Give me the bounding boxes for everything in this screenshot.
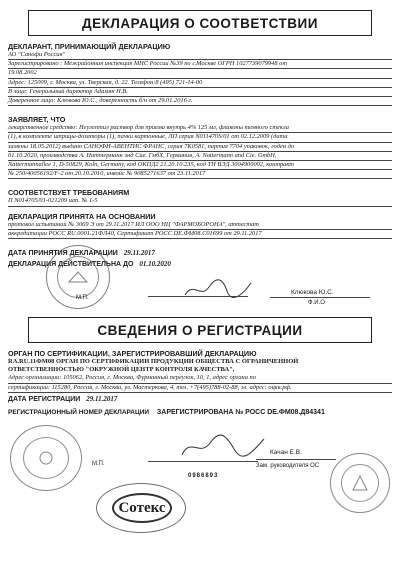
org-line: ОТВЕТСТВЕННОСТЬЮ "ОКРУЖНОЙ ЦЕНТР КОНТРОЛЯ КАЧЕСТВА", <box>8 366 235 374</box>
address-line: Адрес: 125009, г. Москва, ул. Тверская, д. 22. Телефон:8 (495) 721-14-00 <box>8 79 392 88</box>
right-stamp-inner <box>341 464 379 502</box>
valid-until-value: 01.10.2020 <box>139 260 171 269</box>
registration-signature-block <box>8 409 392 531</box>
declarant-heading: ДЕКЛАРАНТ, ПРИНИМАЮЩИЙ ДЕКЛАРАЦИЮ <box>8 42 171 51</box>
declaration-title: ДЕКЛАРАЦИЯ О СООТВЕТСТВИИ <box>28 10 372 36</box>
head-signature-line <box>148 461 258 462</box>
product-line: замены 18.05.2012) выдано САНОФИ-АВЕНТИС ФРАНС, серия 7К0581, партия 7704 упаковок, годен до <box>8 143 392 152</box>
product-line: лекарственное средство: Неулептил раствор для приема внутрь 4% 125 мл, флаконы темного стекла <box>8 124 392 133</box>
certification-emblem-icon <box>34 450 58 466</box>
certification-stamp-inner <box>23 437 69 479</box>
registration-title: СВЕДЕНИЯ О РЕГИСТРАЦИИ <box>28 317 372 343</box>
signer-name: Клюкова Ю.С. <box>291 289 334 297</box>
org-line: RA.RU.11ФМ08 ОРГАН ПО СЕРТИФИКАЦИИ ПРОДУКЦИИ ОБЩЕСТВА С ОГРАНИЧЕННОЙ <box>8 358 299 366</box>
stamp-emblem-icon <box>67 270 89 284</box>
signature-line <box>148 296 248 297</box>
claims-heading: ЗАЯВЛЯЕТ, ЧТО <box>8 115 66 125</box>
registration-number-row <box>8 409 325 416</box>
org-address-line: сертификации: 115280, Россия, г. Москва, ул. Мастеркова, 4, тел. +7(495)788-02-88, эл. адрес: оцкк.рф. <box>8 384 392 393</box>
certification-stamp <box>10 425 82 491</box>
trust-line: Доверенное лицо: Клюкова Ю.С., доверенность б/н от 29.01.2016 г. <box>8 97 392 106</box>
serial-number: 0986893 <box>188 473 219 480</box>
registration-date-row <box>8 395 392 403</box>
basis-line: аккредитации РОСС RU.0001.21ФЛ40, Сертификат РОСС DE.ФМ08.С01699 от 29.11.2017 <box>8 230 392 239</box>
head-name-line <box>256 459 336 460</box>
product-line: Nattermannallee 1, D-50829, Koln, Germany, код ОКПД2 21.20.10.235, код ТН ВЭД 3004900002, контракт <box>8 161 392 170</box>
right-stamp-emblem-icon <box>351 474 369 492</box>
requirements-heading: СООТВЕТСТВУЕТ ТРЕБОВАНИЯМ <box>8 188 130 198</box>
org-address-line: Адрес организации: 105062, Россия, г. Москва, Фурманный переулок, 10, 1, адрес органа по <box>8 374 392 383</box>
registration-number-label: РЕГИСТРАЦИОННЫЙ НОМЕР ДЕКЛАРАЦИИ <box>8 409 150 417</box>
basis-heading: ДЕКЛАРАЦИЯ ПРИНЯТА НА ОСНОВАНИИ <box>8 211 156 221</box>
signer-name-line <box>270 297 370 298</box>
date-accepted-value: 29.11.2017 <box>123 249 155 258</box>
fio-caption: Ф.И.О <box>308 300 325 307</box>
date-accepted-label: ДАТА ПРИНЯТИЯ ДЕКЛАРАЦИИ <box>8 250 118 258</box>
declarant-name: АО "Санофи Россия" <box>8 51 392 60</box>
registration-date-value: 29.11.2017 <box>86 394 118 403</box>
valid-until-label: ДЕКЛАРАЦИЯ ДЕЙСТВИТЕЛЬНА ДО <box>8 261 134 269</box>
registration-line-2: 19.08.2002 <box>8 69 392 78</box>
head-name: Качан Е.В. <box>270 449 302 457</box>
basis-line: протокол испытаний № 3069 Э от 29.11.2017 ИЛ ООО НЦ "ФАРМОБОРОНА", аттестат <box>8 221 392 230</box>
head-signature-icon <box>178 431 268 461</box>
registration-number-value: ЗАРЕГИСТРИРОВАНА № РОСС DE.ФМ08.Д84341 <box>156 409 325 417</box>
person-line: В лице: Генеральный директор Адамян Н.В. <box>8 88 392 97</box>
org-heading: ОРГАН ПО СЕРТИФИКАЦИИ, ЗАРЕГИСТРИРОВАВШИЙ ДЕКЛАРАЦИЮ <box>8 349 257 359</box>
sotex-logo: Сотекс <box>112 493 172 523</box>
mp-label-registration: М.П. <box>92 461 105 468</box>
product-description <box>8 124 392 179</box>
mp-label-declaration: М.П. <box>76 295 89 302</box>
declaration-signature-block <box>8 249 392 309</box>
registration-date-label: ДАТА РЕГИСТРАЦИИ <box>8 395 81 403</box>
product-line: № 250/40056192/F-2 от 20.10.2010, инвойс № 9085271637 от 23.11.2017 <box>8 170 392 179</box>
product-line: (1), в комплекте шприцы-дозаторы (1), пачки картонные, ЛП серия N011470S/01 от 02.12.2009 (дата <box>8 133 392 142</box>
registration-line-1: Зарегистрировано : Межрайонная инспекция МНС России №39 по г.Москве ОГРН 1027739079948 от <box>8 60 392 69</box>
right-round-stamp <box>330 453 390 513</box>
product-line: 01.10.2020, производства А. Наттерманн энд Сие. ГмбХ, Германия, A. Nattermann and Cie. GmbH, <box>8 152 392 161</box>
requirements-line: П N014705/01-021209 шт. № 1-5 <box>8 197 392 206</box>
head-caption: Зам. руководителя ОС <box>256 463 320 470</box>
declarant-signature-icon <box>183 277 253 301</box>
company-stamp-inner <box>57 256 99 298</box>
